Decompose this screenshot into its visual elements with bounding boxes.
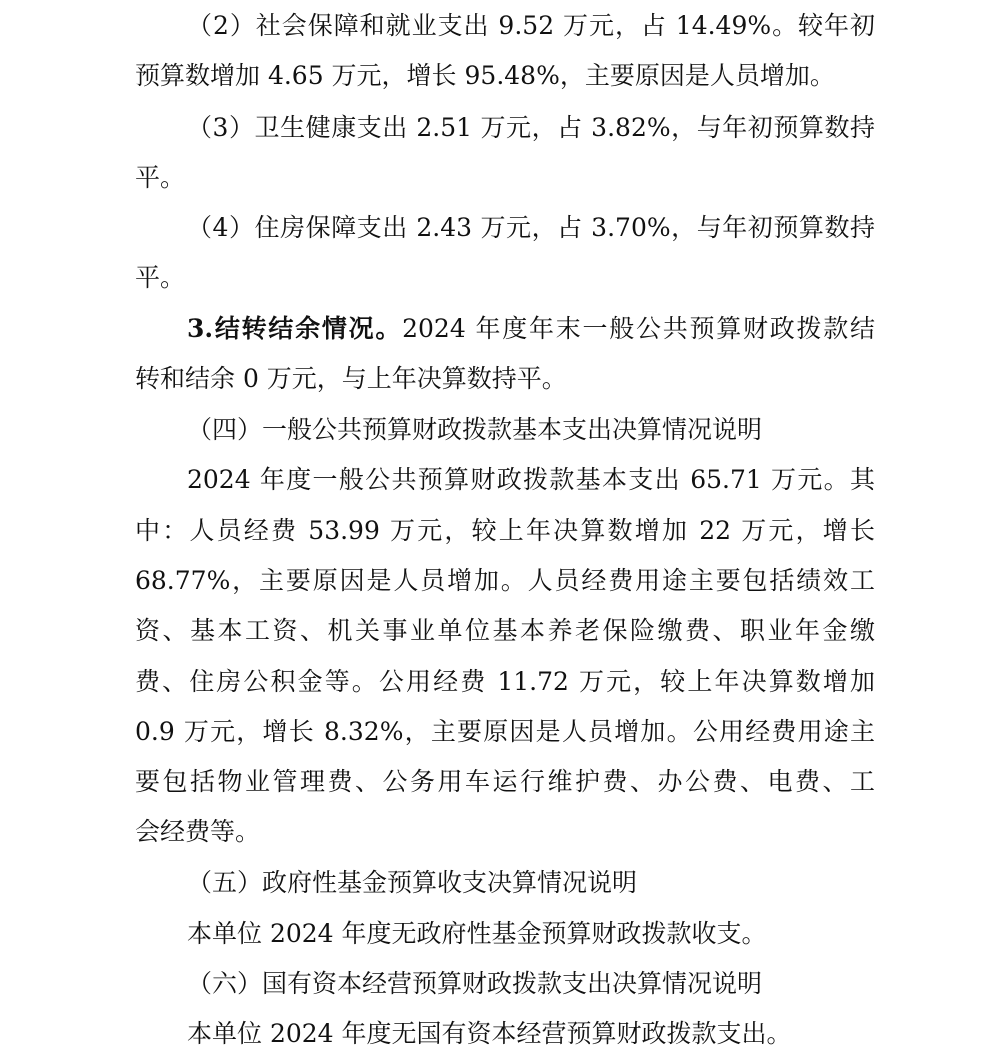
paragraph-text: 2024 年度年末一般公共预算财政拨款结 — [402, 314, 875, 343]
paragraph-line: （3）卫生健康支出 2.51 万元，占 3.82%，与年初预算数持 — [187, 113, 875, 142]
paragraph-line: 本单位 2024 年度无国有资本经营预算财政拨款支出。 — [187, 1019, 792, 1048]
section-heading: （六）国有资本经营预算财政拨款支出决算情况说明 — [187, 969, 763, 998]
paragraph-line: 0.9 万元，增长 8.32%，主要原因是人员增加。公用经费用途主 — [135, 717, 875, 746]
section-heading: （四）一般公共预算财政拨款基本支出决算情况说明 — [187, 415, 763, 444]
paragraph-line: 中：人员经费 53.99 万元，较上年决算数增加 22 万元，增长 — [135, 516, 875, 545]
paragraph-line: 费、住房公积金等。公用经费 11.72 万元，较上年决算数增加 — [135, 667, 875, 696]
paragraph-line — [187, 304, 875, 354]
paragraph-line: 2024 年度一般公共预算财政拨款基本支出 65.71 万元。其 — [187, 465, 875, 494]
paragraph-line: 资、基本工资、机关事业单位基本养老保险缴费、职业年金缴 — [135, 616, 875, 645]
paragraph-line: 本单位 2024 年度无政府性基金预算财政拨款收支。 — [187, 919, 767, 948]
section-heading: （五）政府性基金预算收支决算情况说明 — [187, 868, 638, 897]
paragraph-line: （4）住房保障支出 2.43 万元，占 3.70%，与年初预算数持 — [187, 213, 875, 242]
section-heading: 3.结转结余情况。 — [187, 314, 403, 343]
paragraph-line: 转和结余 0 万元，与上年决算数持平。 — [135, 364, 567, 393]
paragraph-line: 平。 — [135, 163, 186, 192]
paragraph-line: 68.77%，主要原因是人员增加。人员经费用途主要包括绩效工 — [135, 566, 875, 595]
paragraph-line: 预算数增加 4.65 万元，增长 95.48%，主要原因是人员增加。 — [135, 61, 835, 90]
paragraph-line: （2）社会保障和就业支出 9.52 万元，占 14.49%。较年初 — [187, 11, 875, 40]
paragraph-line: 会经费等。 — [135, 817, 261, 846]
paragraph-line: 要包括物业管理费、公务用车运行维护费、办公费、电费、工 — [135, 767, 875, 796]
paragraph-line: 平。 — [135, 263, 186, 292]
